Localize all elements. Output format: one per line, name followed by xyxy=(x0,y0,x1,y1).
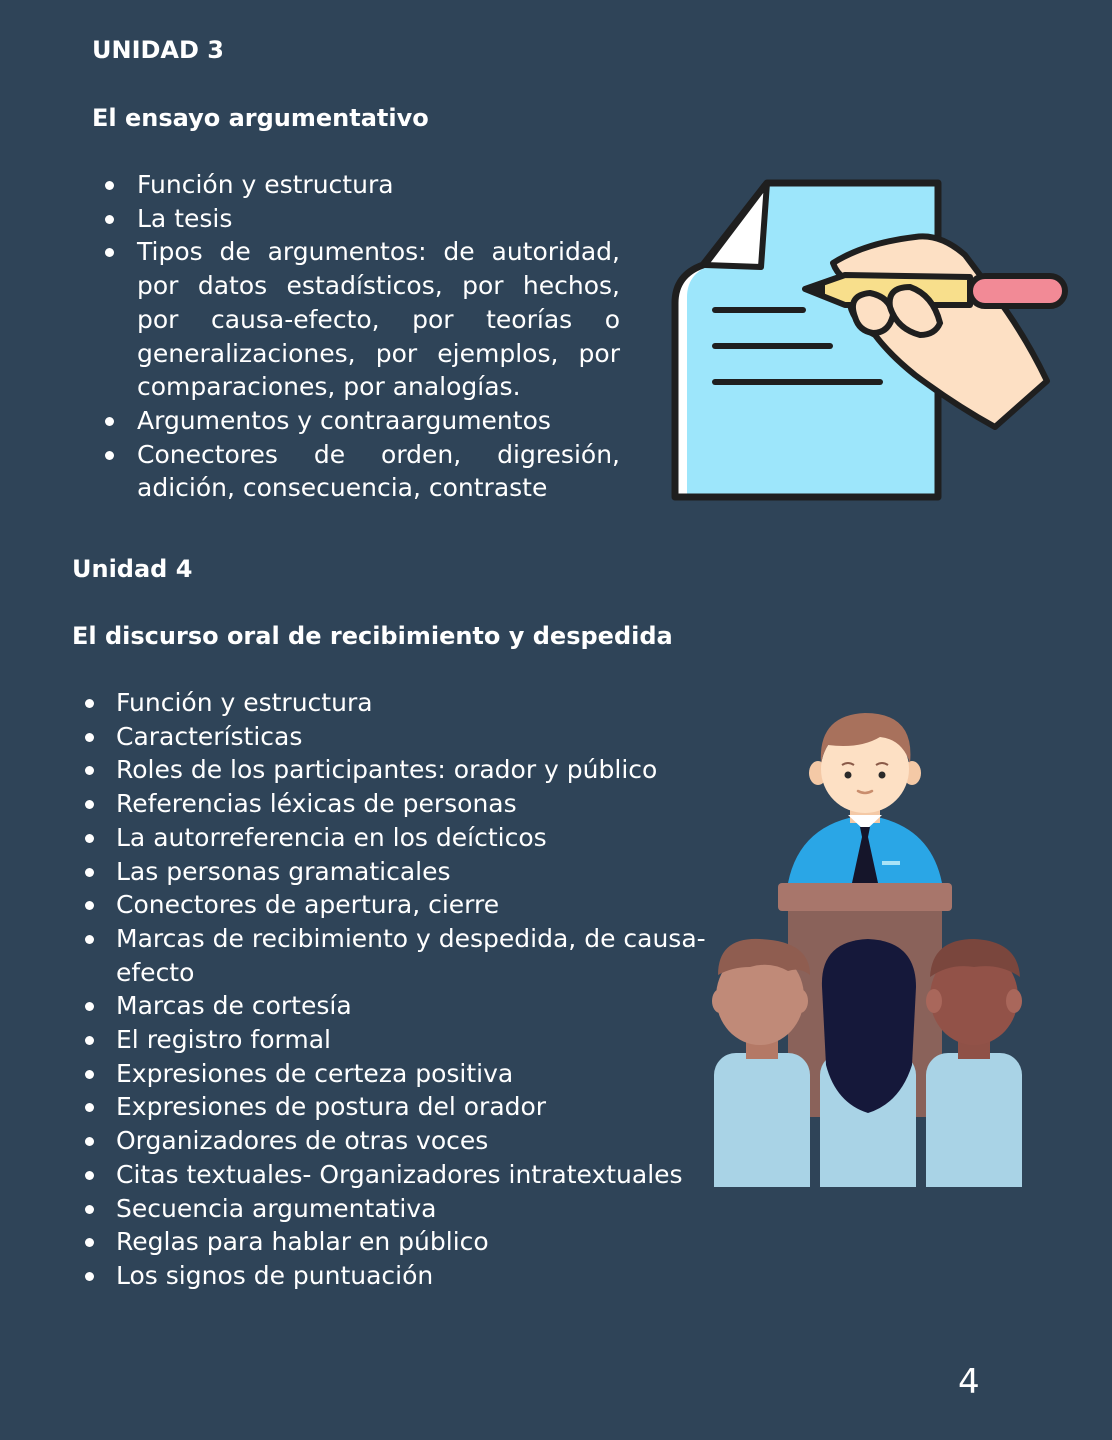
unit3-title: El ensayo argumentativo xyxy=(92,104,429,132)
unit4-label: Unidad 4 xyxy=(72,555,193,583)
list-item: El registro formal xyxy=(85,1023,715,1057)
list-item: Conectores de apertura, cierre xyxy=(85,888,715,922)
unit4-topic-list xyxy=(85,686,715,1293)
list-item: Referencias léxicas de personas xyxy=(85,787,715,821)
list-item: Marcas de recibimiento y despedida, de causa-efecto xyxy=(85,922,715,989)
speaker-podium-audience-icon xyxy=(710,705,1030,1187)
list-item: La autorreferencia en los deícticos xyxy=(85,821,715,855)
unit4-title: El discurso oral de recibimiento y despedida xyxy=(72,622,673,650)
unit3-topic-list xyxy=(105,168,620,505)
list-item: Organizadores de otras voces xyxy=(85,1124,715,1158)
list-item: Conectores de orden, digresión, adición, consecuencia, contraste xyxy=(105,438,620,505)
list-item: Marcas de cortesía xyxy=(85,989,715,1023)
list-item: Argumentos y contraargumentos xyxy=(105,404,620,438)
list-item: Citas textuales- Organizadores intratextuales xyxy=(85,1158,715,1192)
unit3-label: UNIDAD 3 xyxy=(92,36,224,64)
list-item: Expresiones de postura del orador xyxy=(85,1090,715,1124)
list-item: Tipos de argumentos: de autoridad, por datos estadísticos, por hechos, por causa-efecto, por teorías o generalizaciones, por ejemplos, por comparaciones, por analogías. xyxy=(105,235,620,404)
list-item: Reglas para hablar en público xyxy=(85,1225,715,1259)
list-item: Los signos de puntuación xyxy=(85,1259,715,1293)
list-item: Función y estructura xyxy=(85,686,715,720)
list-item: La tesis xyxy=(105,202,620,236)
list-item: Función y estructura xyxy=(105,168,620,202)
list-item: Expresiones de certeza positiva xyxy=(85,1057,715,1091)
document-writing-hand-icon xyxy=(665,175,1085,510)
list-item: Características xyxy=(85,720,715,754)
list-item: Secuencia argumentativa xyxy=(85,1192,715,1226)
list-item: Roles de los participantes: orador y público xyxy=(85,753,715,787)
list-item: Las personas gramaticales xyxy=(85,855,715,889)
page-number: 4 xyxy=(958,1362,980,1402)
